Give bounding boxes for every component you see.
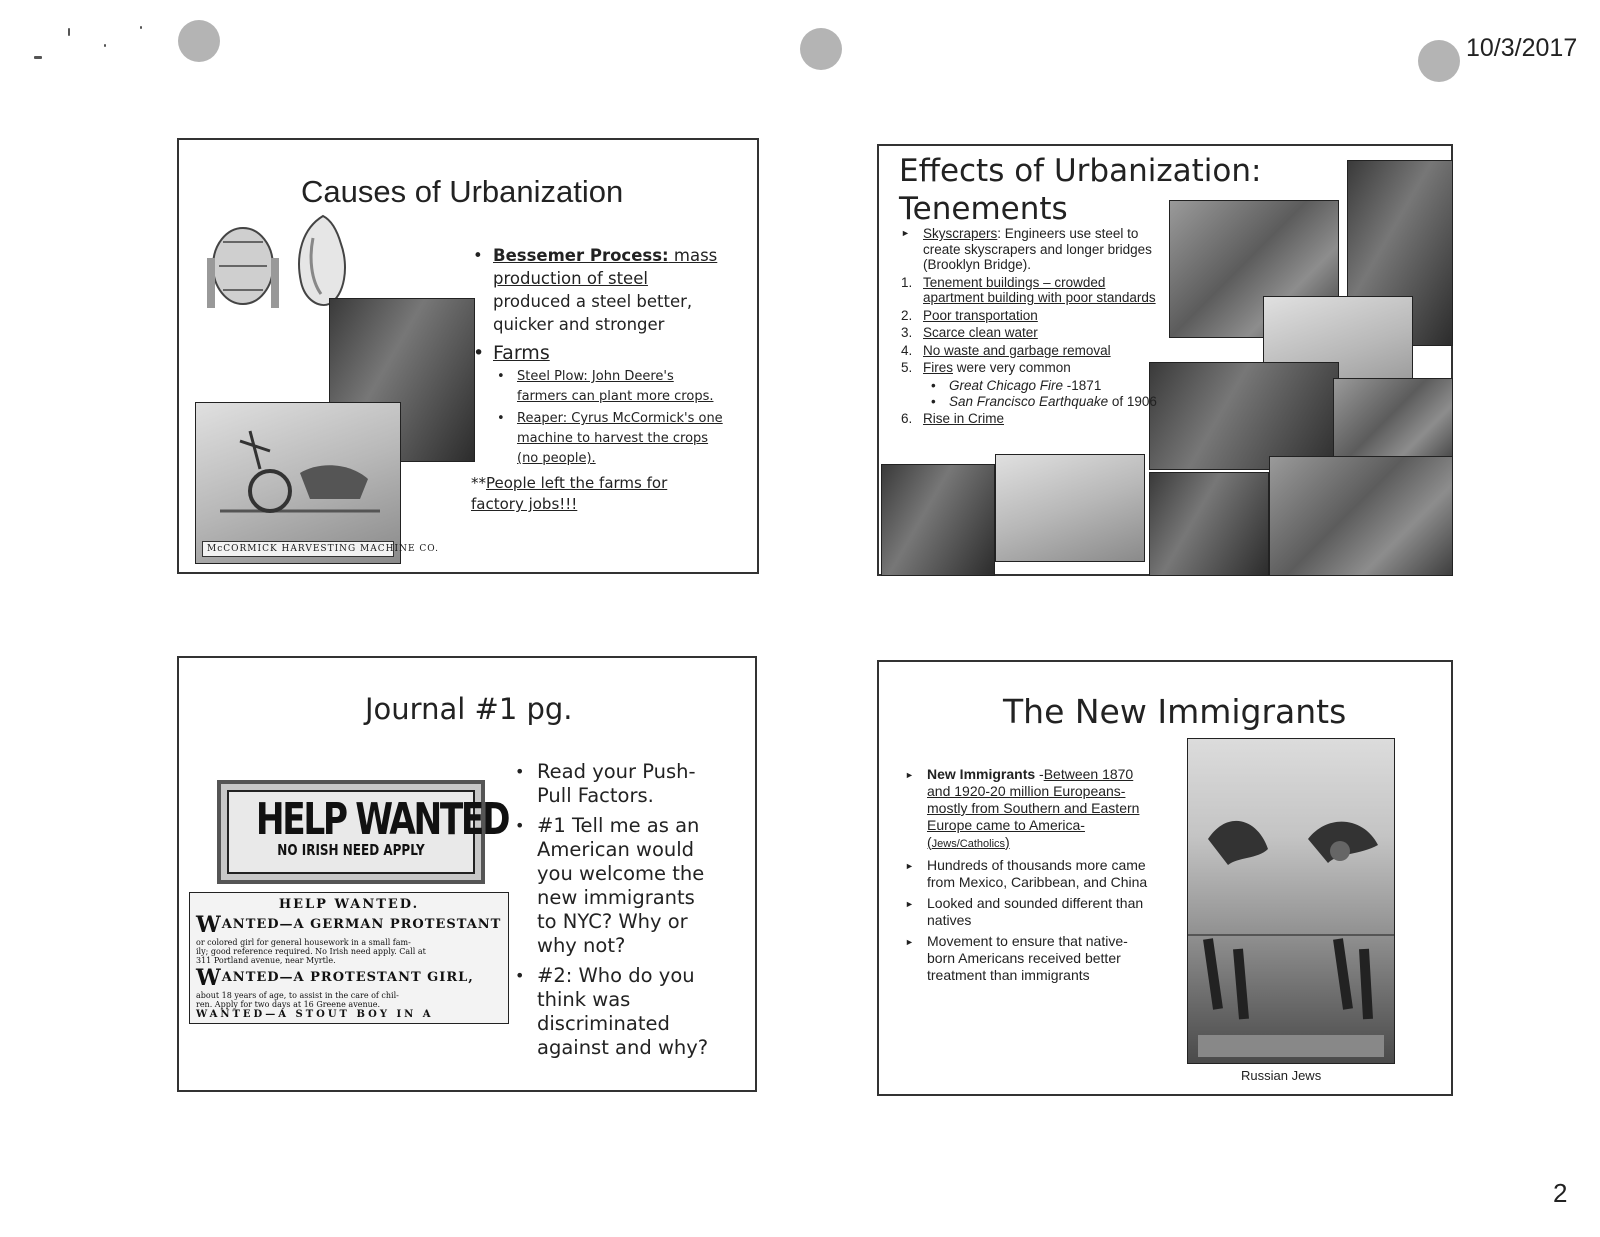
item-number: 4.	[901, 342, 913, 358]
journal-prompt: • #1 Tell me as an American would you welcome the new immigrants to NYC? Why or why not?	[515, 814, 715, 958]
bullet-new-immigrants	[905, 766, 1155, 853]
fire-street-photo	[1333, 378, 1453, 468]
immigrants-bullet-list	[905, 766, 1155, 988]
earthquake-ruins-photo	[1149, 472, 1269, 576]
list-item-skyscrapers	[901, 226, 1157, 273]
burning-city-photo	[1269, 456, 1453, 576]
item-text: Tenement buildings – crowded apartment building with poor standards	[923, 274, 1156, 305]
new-immigrants-label: New Immigrants	[927, 766, 1036, 782]
item-text: Scarce clean water	[923, 325, 1038, 340]
slide-new-immigrants	[877, 660, 1453, 1096]
binder-hole-right	[1418, 40, 1460, 82]
journal-prompt-list	[515, 760, 715, 1066]
page-number: 2	[1553, 1178, 1568, 1208]
scan-speck	[34, 56, 42, 59]
slide-effects-of-urbanization	[877, 144, 1453, 576]
bullet-other-immigrants: ► Hundreds of thousands more came from Mexico, Caribbean, and China	[905, 857, 1155, 891]
note-people-left-farms	[471, 473, 723, 515]
list-item-fires	[901, 360, 1157, 376]
item-number: 1.	[901, 274, 913, 290]
slide-title-line2: Tenements	[899, 191, 1068, 227]
fire-year: -1871	[1063, 377, 1102, 393]
slide-journal	[177, 656, 757, 1092]
sub-bullet-reaper: • Reaper: Cyrus McCormick's one machine to harvest the crops (no people).	[473, 409, 723, 469]
newspaper-clipping	[189, 892, 509, 1024]
bessemer-text-underlined: mass production of steel	[493, 246, 718, 288]
bessemer-text: produced a steel better, quicker and stronger	[493, 292, 693, 334]
effects-list	[901, 226, 1157, 428]
no-irish-need-apply: NO IRISH NEED APPLY	[277, 841, 425, 859]
journal-prompt: • Read your Push-Pull Factors.	[515, 760, 715, 808]
causes-bullet-list	[473, 244, 723, 515]
fires-text: were very common	[953, 360, 1071, 375]
skyscrapers-text: : Engineers use steel to create skyscrapers and longer bridges (Brooklyn Bridge).	[923, 226, 1152, 272]
clipping-ad-1-title: ANTED—A GERMAN PROTESTANT	[221, 917, 502, 932]
brooklyn-bridge-photo	[995, 454, 1145, 562]
horse-reaper-illustration	[210, 421, 390, 531]
bessemer-label: Bessemer Process:	[493, 246, 669, 265]
note-text: People left the farms for factory jobs!!!	[471, 474, 668, 513]
clipping-line: 311 Portland avenue, near Myrtle.	[196, 956, 336, 965]
item-text: No waste and garbage removal	[923, 342, 1111, 358]
item-number: 3.	[901, 325, 913, 340]
binder-hole-left	[178, 20, 220, 62]
label-dash: -	[1035, 766, 1044, 782]
item-number: 6.	[901, 410, 913, 426]
mccormick-reaper-photo	[195, 402, 439, 564]
slide-title: Causes of Urbanization	[301, 174, 624, 209]
scan-speck	[140, 26, 142, 29]
drop-cap: W	[196, 965, 222, 991]
clipping-line: about 18 years of age, to assist in the care of chil-	[196, 991, 399, 1000]
clipping-ad-2	[190, 965, 508, 991]
clipping-line: ily; good reference required. No Irish need apply. Call at	[196, 947, 426, 956]
slide-title-line1: Effects of Urbanization:	[899, 153, 1262, 189]
bullet-farms: • Farms	[473, 342, 723, 365]
drop-cap: W	[196, 912, 222, 938]
sub-item-chicago-fire	[901, 378, 1157, 394]
reaper-photo-caption: McCORMICK HARVESTING MACHINE CO.	[202, 541, 394, 557]
clipping-ad-3: WANTED—A STOUT BOY IN A	[196, 1009, 434, 1020]
item-text: Poor transportation	[923, 307, 1038, 323]
help-wanted-sign	[217, 780, 509, 884]
jews-catholics-note: Jews/Catholics	[931, 838, 1006, 850]
sub-bullet-steel-plow: • Steel Plow: John Deere's farmers can plant more crops.	[473, 367, 723, 407]
slide-title: Journal #1 pg.	[365, 692, 573, 726]
skyscrapers-label: Skyscrapers	[923, 226, 998, 241]
city-fire-photo	[1149, 362, 1339, 470]
print-date: 10/3/2017	[1466, 34, 1578, 62]
clipping-ad-1	[190, 912, 508, 938]
fire-name: San Francisco Earthquake	[949, 394, 1109, 409]
item-number: 5.	[901, 360, 913, 375]
item-number: 2.	[901, 307, 913, 323]
list-item-crime	[901, 411, 1157, 427]
fire-name: Great Chicago Fire	[949, 377, 1064, 393]
help-wanted-sign-face	[227, 790, 509, 874]
scan-speck	[104, 44, 106, 47]
clipping-ad-2-title: ANTED—A PROTESTANT GIRL,	[221, 970, 474, 985]
bullet-bessemer	[473, 244, 723, 336]
item-text: Rise in Crime	[923, 410, 1005, 426]
clipping-line: ren. Apply for two days at 16 Greene avenue.	[196, 1000, 381, 1009]
help-wanted-heading: HELP WANTED	[255, 794, 509, 845]
new-immigrants-text: Between 1870 and 1920-20 million Europeans-mostly from Southern and Eastern Europe came to America- (	[927, 766, 1140, 850]
image-caption: Russian Jews	[1241, 1068, 1322, 1083]
list-item	[901, 308, 1157, 324]
clipping-heading: HELP WANTED.	[278, 897, 420, 912]
note-prefix: **	[471, 474, 486, 492]
list-item	[901, 325, 1157, 341]
list-item	[901, 343, 1157, 359]
binder-hole-center	[800, 28, 842, 70]
bullet-nativism: ► Movement to ensure that native-born Americans received better treatment than immigrants	[905, 933, 1155, 984]
eagles-and-crowd-illustration	[1188, 739, 1394, 1063]
russian-jews-postcard-image	[1187, 738, 1395, 1064]
fires-label: Fires	[923, 360, 953, 375]
sub-item-sf-earthquake	[901, 394, 1157, 410]
fire-year: of 1906	[1108, 394, 1157, 409]
bullet-looked-different: ► Looked and sounded different than natives	[905, 895, 1155, 929]
list-item	[901, 275, 1157, 306]
closing-paren: )	[1005, 834, 1010, 850]
clipping-line: or colored girl for general housework in a small fam-	[196, 938, 411, 947]
slide-causes-of-urbanization	[177, 138, 759, 574]
tenement-doorway-photo	[881, 464, 995, 576]
scan-speck	[68, 28, 70, 36]
triangle-bullet-icon: ►	[901, 228, 910, 238]
journal-prompt: • #2: Who do you think was discriminated against and why?	[515, 964, 715, 1060]
slide-title: The New Immigrants	[1003, 692, 1347, 731]
